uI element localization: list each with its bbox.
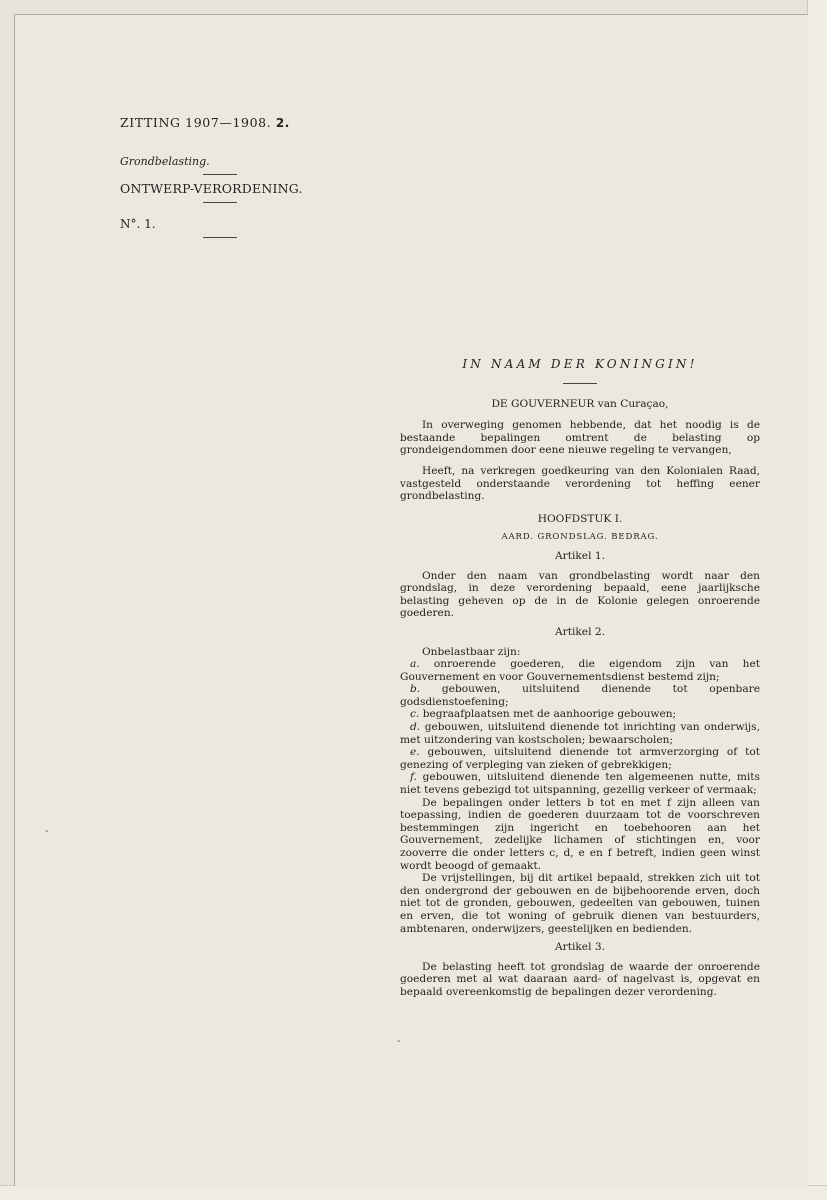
article-paragraph: De vrijstellingen, bij dit artikel bepaald, strekken zich uit tot den ondergrond der gebouwen en de bijbehoorende erven, doch niet tot de gronden, gebouwen, gedeelten van gebouwen, tuinen en erven, die tot woning of gebruik dienen van bestuurders, ambtenaren, onderwijzers, geestelijken en bedienden.: [400, 872, 760, 935]
divider: [203, 237, 237, 238]
item-text: gebouwen, uitsluitend dienende tot inrichting van onderwijs, met uitzondering van kostscholen; bewaarscholen;: [400, 721, 760, 746]
article-intro: Onbelastbaar zijn:: [422, 645, 521, 658]
item-text: onroerende goederen, die eigendom zijn van het Gouvernement en voor Gouvernementsdienst bestemd zijn;: [400, 658, 760, 683]
session-label: ZITTING 1907—1908.: [120, 115, 272, 130]
session-number: 2.: [275, 116, 290, 130]
list-item: [400, 771, 760, 796]
article-text: Onder den naam van grondbelasting wordt naar den grondslag, in deze verordening bepaald, eene jaarlijksche belasting geheven op de in de Kolonie gelegen onroerende goederen.: [400, 569, 760, 620]
page-bottom-edge: [0, 1185, 827, 1200]
item-text: gebouwen, uitsluitend dienende tot openbare godsdienstoefening;: [400, 683, 760, 708]
chapter-title: HOOFDSTUK I.: [537, 512, 623, 525]
page-right-edge: [807, 0, 827, 1200]
margin-mark: -: [45, 826, 49, 837]
list-item: [400, 746, 760, 771]
item-letter: f.: [410, 771, 417, 784]
item-letter: e.: [410, 746, 420, 759]
item-text: gebouwen, uitsluitend dienende ten algemeenen nutte, mits niet tevens gebezigd tot uitspanning, gezellig verkeer of vermaak;: [400, 771, 760, 797]
document-type: ONTWERP-VERORDENING.: [120, 181, 303, 196]
article-heading: Artikel 3.: [555, 941, 605, 954]
preamble-paragraph: Heeft, na verkregen goedkeuring van den Kolonialen Raad, vastgesteld onderstaande verordening tot heffing eener grondbelasting.: [400, 464, 760, 503]
list-item: [400, 658, 760, 683]
item-text: gebouwen, uitsluitend dienende tot armverzorging of tot genezing of verpleging van zieken of gebrekkigen;: [400, 746, 760, 771]
governor-line: DE GOUVERNEUR van Curaçao,: [491, 397, 669, 410]
item-letter: c.: [410, 708, 420, 721]
divider: [203, 202, 237, 203]
item-letter: d.: [410, 721, 421, 734]
document-header: [120, 115, 320, 244]
article-heading: Artikel 2.: [555, 625, 605, 638]
document-number: N°. 1.: [120, 217, 156, 231]
divider: [203, 174, 237, 175]
article-heading: Artikel 1.: [555, 549, 605, 562]
session-line: [120, 115, 320, 130]
list-item: [400, 708, 760, 721]
margin-mark: -: [397, 1036, 401, 1047]
divider: [563, 383, 597, 384]
main-text: [400, 358, 760, 999]
preamble-title: IN NAAM DER KONINGIN!: [462, 357, 698, 371]
list-item: [400, 683, 760, 708]
subject-title: Grondbelasting.: [120, 155, 210, 168]
item-text: begraafplaatsen met de aanhoorige gebouwen;: [422, 708, 677, 721]
article-paragraph: De bepalingen onder letters b tot en met f zijn alleen van toepassing, indien de goederen duurzaam tot de voorschreven bestemmingen zijn ingericht en toebehooren aan het Gouvernement, zedelijke lichamen of stichtingen en, voor zooverre die onder letters c, d, e en f betreft, indien geen winst wordt beoogd of gemaakt.: [400, 796, 760, 872]
item-letter: b.: [410, 683, 421, 696]
item-letter: a.: [410, 658, 420, 671]
chapter-subtitle: AARD. GRONDSLAG. BEDRAG.: [501, 532, 659, 543]
preamble-paragraph: In overweging genomen hebbende, dat het noodig is de bestaande bepalingen omtrent de belasting op grondeigendommen door eene nieuwe regeling te vervangen,: [400, 419, 760, 457]
article-text: De belasting heeft tot grondslag de waarde der onroerende goederen met al wat daaraan aard- of nagelvast is, opgevat en bepaald overeenkomstig de bepalingen dezer verordening.: [400, 960, 760, 998]
list-item: [400, 721, 760, 746]
